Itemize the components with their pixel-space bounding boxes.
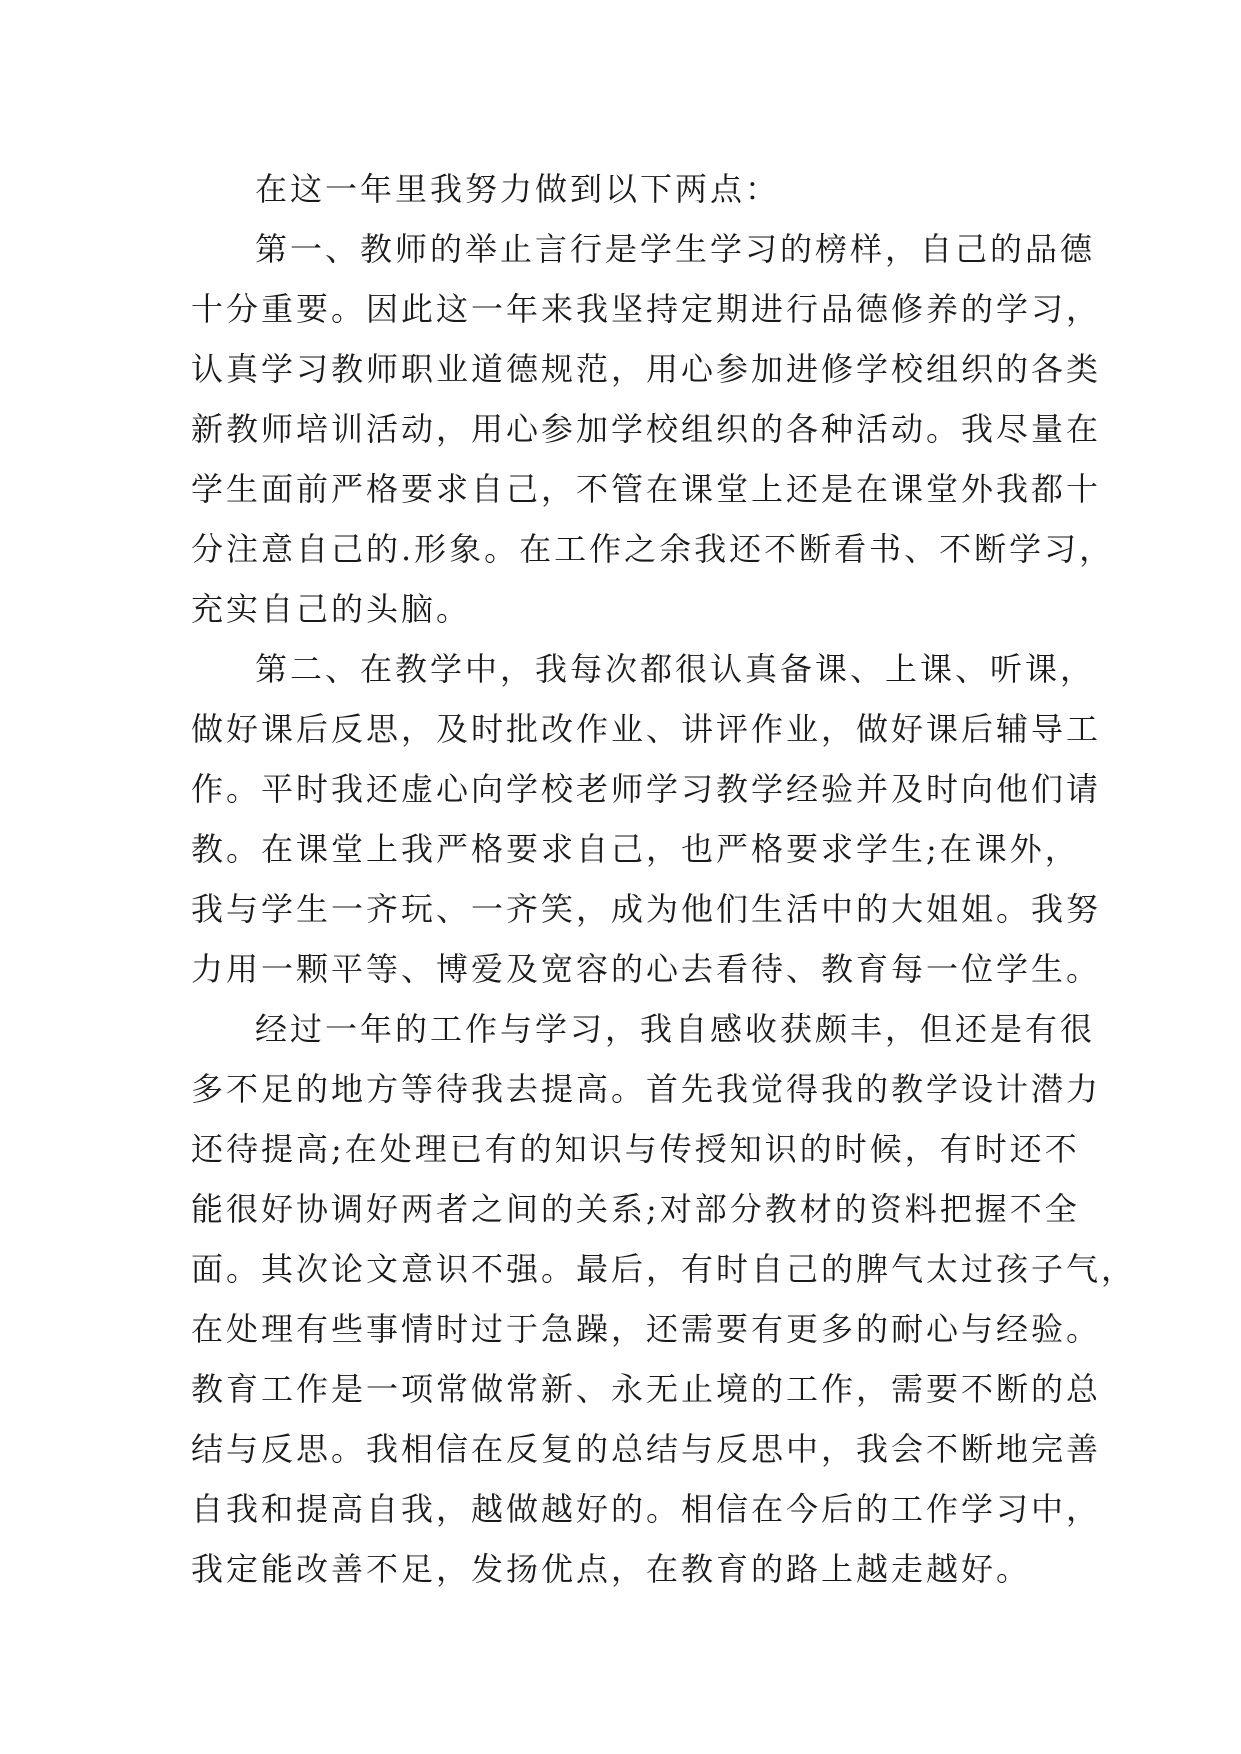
text-line: 自我和提高自我，越做越好的。相信在今后的工作学习中，: [191, 1490, 1102, 1528]
text-line: 教育工作是一项常做常新、永无止境的工作，需要不断的总: [191, 1370, 1102, 1408]
text-line: 分注意自己的.形象。在工作之余我还不断看书、不断学习，: [191, 530, 1115, 568]
text-line: 在处理有些事情时过于急躁，还需要有更多的耐心与经验。: [191, 1310, 1102, 1348]
text-line: 认真学习教师职业道德规范，用心参加进修学校组织的各类: [191, 350, 1102, 388]
text-line: 充实自己的头脑。: [191, 590, 472, 628]
text-line: 经过一年的工作与学习，我自感收获颇丰，但还是有很: [255, 1010, 1096, 1048]
text-line: 第一、教师的举止言行是学生学习的榜样，自己的品德: [255, 230, 1096, 268]
text-line: 力用一颗平等、博爱及宽容的心去看待、教育每一位学生。: [191, 950, 1102, 988]
text-line: 结与反思。我相信在反复的总结与反思中，我会不断地完善: [191, 1430, 1102, 1468]
text-line: 我定能改善不足，发扬优点，在教育的路上越走越好。: [191, 1550, 1032, 1588]
text-line: 在这一年里我努力做到以下两点：: [255, 170, 781, 208]
text-line: 作。平时我还虚心向学校老师学习教学经验并及时向他们请: [191, 770, 1102, 808]
text-line: 新教师培训活动，用心参加学校组织的各种活动。我尽量在: [191, 410, 1102, 448]
text-line: 多不足的地方等待我去提高。首先我觉得我的教学设计潜力: [191, 1070, 1102, 1108]
document-body: [191, 159, 1137, 1599]
text-line: 做好课后反思，及时批改作业、讲评作业，做好课后辅导工: [191, 710, 1102, 748]
text-line: 十分重要。因此这一年来我坚持定期进行品德修养的学习，: [191, 290, 1102, 328]
text-line: 还待提高;在处理已有的知识与传授知识的时候，有时还不: [191, 1130, 1080, 1168]
text-line: 学生面前严格要求自己，不管在课堂上还是在课堂外我都十: [191, 470, 1102, 508]
text-line: 第二、在教学中，我每次都很认真备课、上课、听课，: [255, 650, 1096, 688]
text-line: 能很好协调好两者之间的关系;对部分教材的资料把握不全: [191, 1190, 1080, 1228]
text-line: 我与学生一齐玩、一齐笑，成为他们生活中的大姐姐。我努: [191, 890, 1102, 928]
text-line: 面。其次论文意识不强。最后，有时自己的脾气太过孩子气，: [191, 1250, 1137, 1288]
text-line: 教。在课堂上我严格要求自己，也严格要求学生;在课外，: [191, 830, 1080, 868]
